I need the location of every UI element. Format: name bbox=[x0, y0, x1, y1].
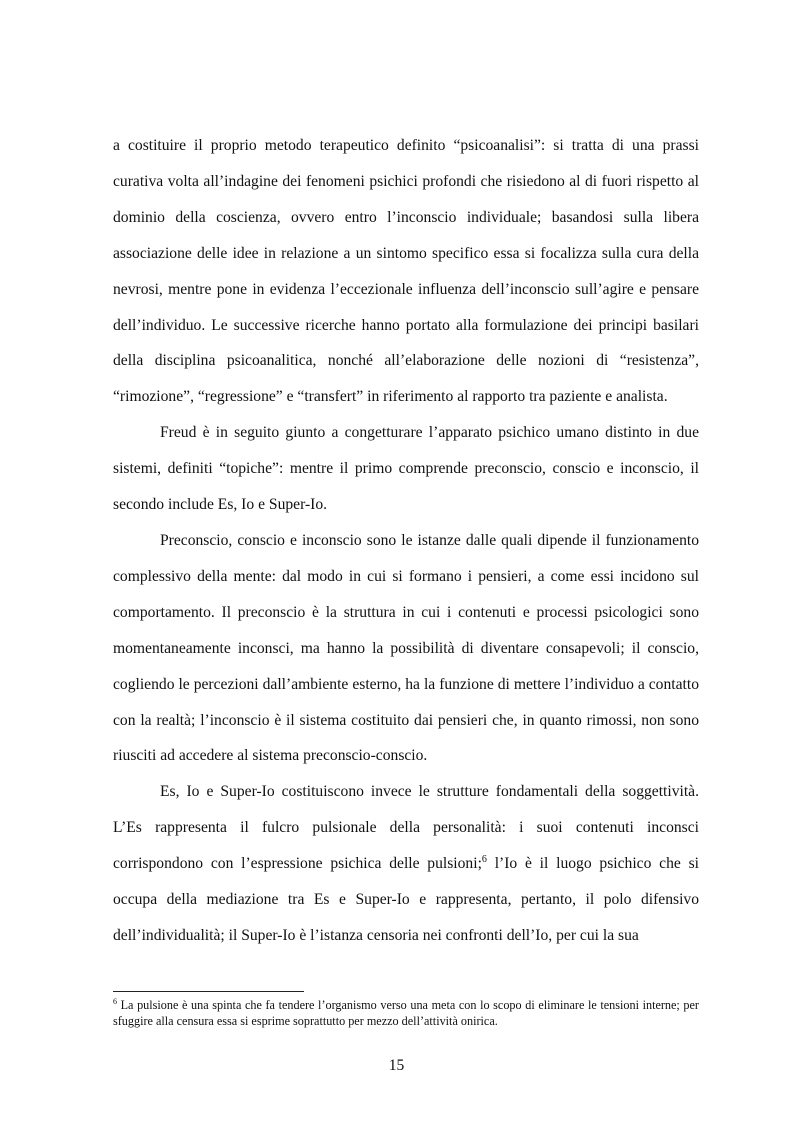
footnote-reference[interactable]: 6 bbox=[481, 853, 487, 865]
footnote-number: 6 bbox=[113, 996, 117, 1006]
body-text bbox=[113, 128, 699, 954]
footnote-separator bbox=[113, 991, 304, 992]
paragraph: Freud è in seguito giunto a congetturare l’apparato psichico umano distinto in due sistemi, definiti “topiche”: mentre il primo comprende preconscio, conscio e inconscio, il secondo include Es, Io e Super-Io. bbox=[113, 424, 699, 514]
paragraph bbox=[113, 774, 699, 954]
page-number: 15 bbox=[388, 1057, 405, 1074]
paragraph-text: l’Io è il luogo psichico che si occupa della mediazione tra Es e Super-Io e rappresenta, pertanto, il polo difensivo dell’individualità; il Super-Io è l’istanza censoria nei confronti dell’Io, per cui la sua bbox=[113, 855, 700, 944]
paragraph-text: Es, Io e Super-Io costituiscono invece le strutture fondamentali della soggettività. L’Es rappresenta il fulcro pulsionale della personalità: i suoi contenuti inconsci corrispondono con l’espressione psichica delle pulsioni; bbox=[113, 783, 699, 873]
paragraph: a costituire il proprio metodo terapeutico definito “psicoanalisi”: si tratta di una prassi curativa volta all’indagine dei fenomeni psichici profondi che risiedono al di fuori rispetto al dominio della coscienza, ovvero entro l’inconscio individuale; basandosi sulla libera associazione delle idee in relazione a un sintomo specifico essa si focalizza sulla cura della nevrosi, mentre pone in evidenza l’eccezionale influenza dell’inconscio sull’agire e pensare dell’individuo. Le successive ricerche hanno portato alla formulazione dei principi basilari della disciplina psicoanalitica, nonché all’elaborazione delle nozioni di “resistenza”, “rimozione”, “regressione” e “transfert” in riferimento al rapporto tra paziente e analista. bbox=[113, 137, 699, 406]
footnote-text: La pulsione è una spinta che fa tendere l’organismo verso una meta con lo scopo di eliminare le tensioni interne; per sfuggire alla censura essa si esprime soprattutto per mezzo dell’attività onirica. bbox=[113, 998, 699, 1028]
paragraph: Preconscio, conscio e inconscio sono le istanze dalle quali dipende il funzionamento complessivo della mente: dal modo in cui si formano i pensieri, a come essi incidono sul comportamento. Il preconscio è la struttura in cui i contenuti e processi psicologici sono momentaneamente inconsci, ma hanno la possibilità di diventare consapevoli; il conscio, cogliendo le percezioni dall’ambiente esterno, ha la funzione di mettere l’individuo a contatto con la realtà; l’inconscio è il sistema costituito dai pensieri che, in quanto rimossi, non sono riusciti ad accedere al sistema preconscio-conscio. bbox=[113, 531, 699, 765]
footnote bbox=[113, 997, 699, 1029]
